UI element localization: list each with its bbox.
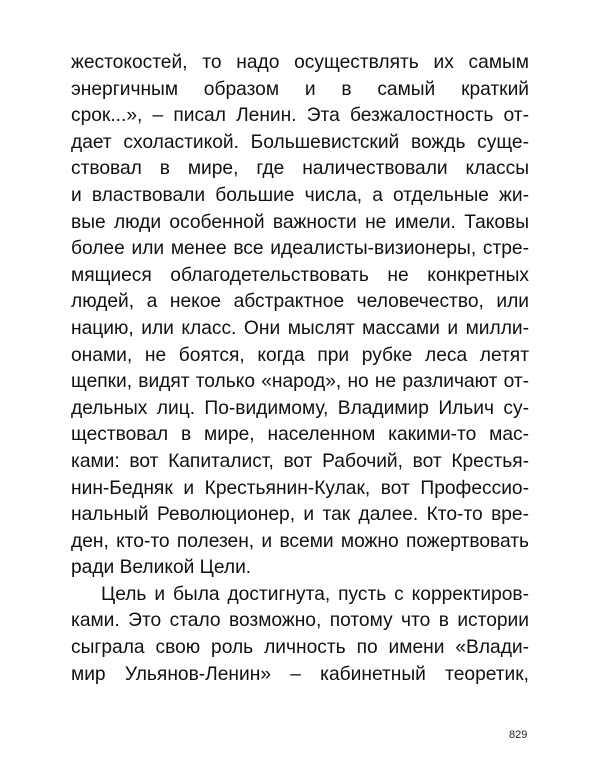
text-line: жестокостей, то надо осуществлять их самым xyxy=(71,52,529,73)
text-line: и властвовали большие числа, а отдельные жи- xyxy=(71,184,529,206)
text-line: нин-Бедняк и Крестьянин-Кулак, вот Профессио- xyxy=(71,477,529,499)
text-line: щепки, видят только «народ», но не различают от- xyxy=(71,371,529,393)
text-line: ради Великой Цели. xyxy=(71,557,252,579)
text-line: ден, кто-то полезен, и всеми можно пожертвовать xyxy=(71,530,529,552)
text-line: энергичным образом и в самый краткий xyxy=(71,78,529,100)
page-number: 829 xyxy=(509,729,528,741)
text-line: Цель и была достигнута, пусть с корректиров- xyxy=(101,583,529,605)
text-line: сыграла свою роль личность по имени «Влади- xyxy=(71,637,529,659)
text-line: ками. Это стало возможно, потому что в истории xyxy=(71,610,529,632)
text-line: ствовал в мире, где наличествовали классы xyxy=(71,158,529,180)
body-text xyxy=(71,50,529,688)
text-line: ществовал в мире, населенном какими-то мас- xyxy=(71,424,529,446)
text-line: мящиеся облагодетельствовать не конкретных xyxy=(71,264,529,286)
text-line: мир Ульянов-Ленин» – кабинетный теоретик, xyxy=(71,663,529,685)
text-line: онами, не боятся, когда при рубке леса летят xyxy=(71,344,529,366)
text-line: вые люди особенной важности не имели. Таковы xyxy=(71,211,529,233)
text-line: нальный Революционер, и так далее. Кто-то вре- xyxy=(71,504,529,526)
text-line: людей, а некое абстрактное человечество, или xyxy=(71,291,529,313)
text-line: дает схоластикой. Большевистский вождь суще- xyxy=(71,131,529,153)
text-line: нацию, или класс. Они мыслят массами и милли- xyxy=(71,317,529,339)
text-line: срок...», – писал Ленин. Эта безжалостность от- xyxy=(71,105,529,127)
text-line: более или менее все идеалисты-визионеры, стре- xyxy=(71,238,529,260)
text-line: ками: вот Капиталист, вот Рабочий, вот Крестья- xyxy=(71,450,529,472)
text-line: дельных лиц. По-видимому, Владимир Ильич су- xyxy=(71,397,529,419)
